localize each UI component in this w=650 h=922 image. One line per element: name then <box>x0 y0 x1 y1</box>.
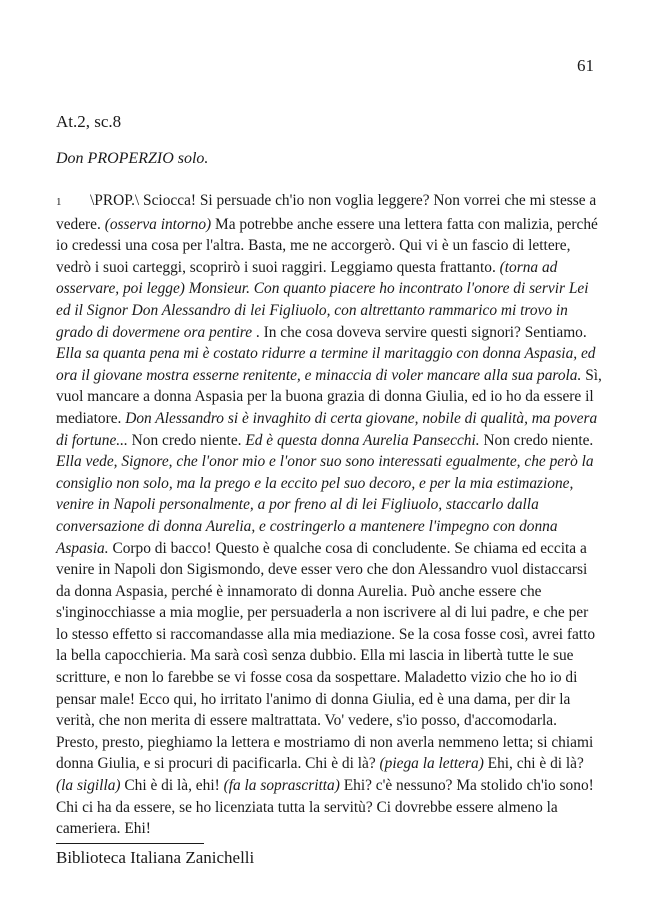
dialogue-text: . In che cosa doveva servire questi signori? Sentiamo. <box>252 323 587 341</box>
footer-rule <box>56 843 204 844</box>
dialogue-text: Chi è di là, ehi! <box>120 777 224 795</box>
stage-direction-text: Don Alessandro si è invaghito di certa giovane, nobile di qualità, ma povera di fortune... <box>56 409 598 449</box>
dialogue-text: Sì, vuol mancare a donna Aspasia per la buona grazia di donna Giulia, ed io ho da essere il mediatore. <box>56 366 602 427</box>
stage-direction-text: (la sigilla) <box>56 777 121 795</box>
stage-direction-text: Ella vede, Signore, che l'onor mio e l'onor suo sono interessati egualmente, che però la consiglio non solo, ma la prego e la eccito pel suo decoro, e per la mia estimazione, venire in Napoli personalmente, a por freno al di lei Figliuolo, staccarlo dalla conversazione di donna Aurelia, e costringerlo a mantenere l'impegno con donna Aspasia. <box>56 453 594 557</box>
scene-subheading: Don PROPERZIO solo. <box>56 150 209 167</box>
dialogue-text: Corpo di bacco! Questo è qualche cosa di concludente. Se chiama ed eccita a venire in Napoli don Sigismondo, deve esser vero che don Alessandro vuol distaccarsi da donna Aspasia, perché è innamorato di donna Aurelia. Può anche essere che s'inginocchiasse a mia moglie, per persuaderla a non iscrivere al di lui padre, e che per lo stesso effetto si raccomandasse alla mia mediazione. Se la cosa fosse così, avrei fatto la bella capocchieria. Ma sarà così senza dubbio. Ella mi lascia in libertà tutte le sue scritture, e non lo farebbe se vi fosse cosa da sospettare. Maladetto vizio che ho io di pensar male! Ecco qui, ho irritato l'animo di donna Giulia, ed è una dama, per dir la verità, che non merita di essere maltrattata. Vo' vedere, s'io posso, d'accomodarla. Presto, presto, pieghiamo la lettera e mostriamo di non averla nemmeno letta; si chiami donna Giulia, e si procuri di pacificarla. Chi è di là? <box>56 539 596 773</box>
dialogue-text: \PROP.\ Sciocca! Si persuade ch'io non voglia leggere? Non vorrei che mi stesse a vedere. <box>56 192 597 233</box>
dialogue-text: Non credo niente. <box>127 431 246 449</box>
stage-direction-text: (osserva intorno) <box>104 215 212 233</box>
stage-direction-text: Ed è questa donna Aurelia Pansecchi. <box>245 431 480 449</box>
stage-direction-text: (piega la lettera) <box>379 755 484 773</box>
stage-direction-text: (fa la soprascritta) <box>223 777 340 795</box>
body-paragraph <box>56 190 602 840</box>
dialogue-text: Non credo niente. <box>479 431 594 449</box>
dialogue-text: Ehi? c'è nessuno? Ma stolido ch'io sono! Chi ci ha da essere, se ho licenziata tutta la servitù? Ci dovrebbe essere almeno la cameriera. Ehi! <box>56 777 594 838</box>
footer-text: Biblioteca Italiana Zanichelli <box>56 848 255 867</box>
line-number: 1 <box>56 196 62 208</box>
dialogue-text: Ehi, chi è di là? <box>483 755 584 773</box>
stage-direction-text: (torna ad osservare, poi legge) Monsieur. Con quanto piacere ho incontrato l'onore di servir Lei ed il Signor Don Alessandro di lei Figliuolo, con altrettanto rammarico mi trovo in grado di dovermene ora pentire <box>56 258 589 341</box>
stage-direction-text: Ella sa quanta pena mi è costato ridurre a termine il maritaggio con donna Aspasia, ed ora il giovane mostra esserne renitente, e minaccia di voler mancare alla sua parola. <box>56 345 596 384</box>
dialogue-text: Ma potrebbe anche essere una lettera fatta con malizia, perché io credessi una cosa per l'altra. Basta, me ne accorgerò. Qui vi è un fascio di lettere, vedrò i suoi carteggi, scoprirò i suoi raggiri. Leggiamo questa frattanto. <box>56 215 598 276</box>
scene-heading: At.2, sc.8 <box>56 112 122 131</box>
page-number: 61 <box>577 56 594 75</box>
